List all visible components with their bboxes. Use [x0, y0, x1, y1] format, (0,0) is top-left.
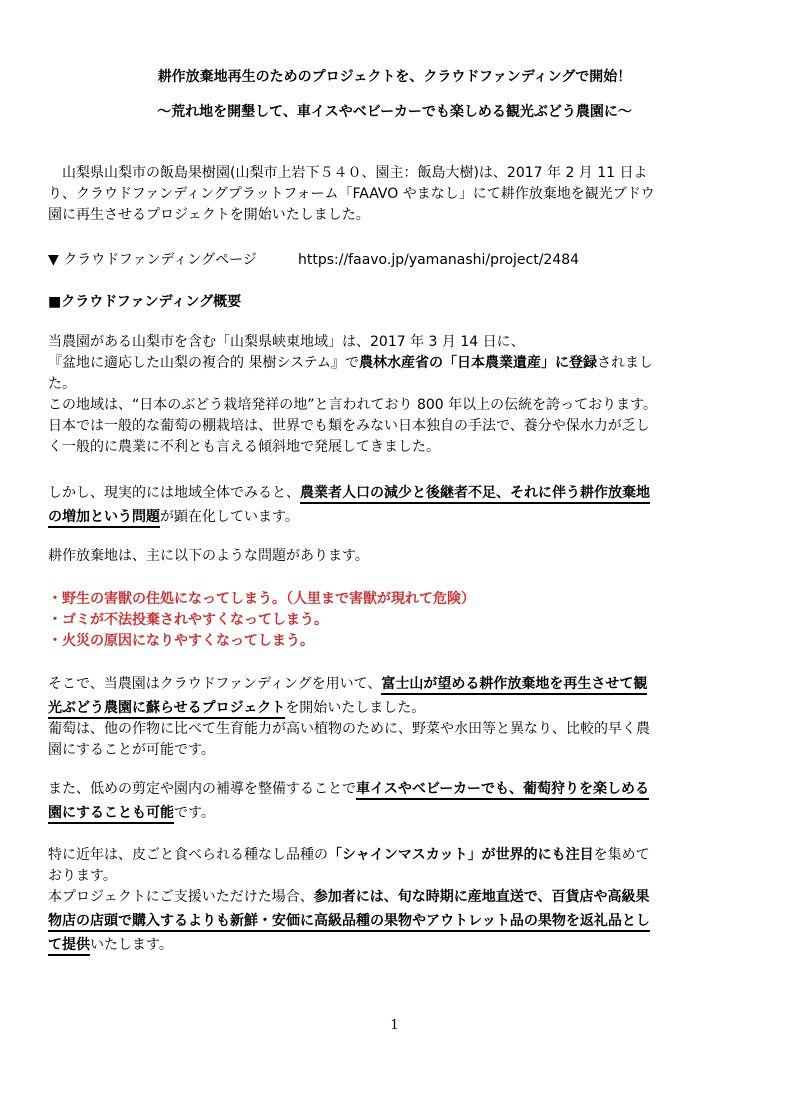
problem-line: しかし、現実的には地域全体でみると、農業者人口の減少と後継者不足、それに伴う耕作放棄地	[48, 483, 748, 504]
funding-link-row	[48, 250, 748, 271]
project-line: そこで、当農園はクラウドファンディングを用いて、富士山が望める耕作放棄地を再生させて観	[48, 674, 748, 695]
project-highlight: 富士山が望める耕作放棄地を再生させて観	[381, 676, 647, 695]
project-paragraph	[48, 674, 748, 761]
accessibility-highlight: 車イスやベビーカーでも、葡萄狩りを楽しめる	[356, 781, 649, 800]
heritage-line: た。	[48, 376, 76, 392]
intro-paragraph	[48, 163, 748, 226]
shine-line: 本プロジェクトにご支援いただけた場合、参加者には、旬な時期に産地直送で、百貨店や高級果	[48, 889, 650, 905]
shine-paragraph	[48, 845, 748, 956]
problem-highlight: 農業者人口の減少と後継者不足、それに伴う耕作放棄地	[300, 485, 650, 504]
shine-line: 特に近年は、皮ごと食べられる種なし品種の「シャインマスカット」が世界的にも注目を集めて	[48, 847, 650, 863]
shine-highlight: 「シャインマスカット」が世界的にも注目	[328, 847, 594, 863]
problem-paragraph	[48, 483, 748, 528]
issues-list	[48, 589, 748, 652]
heritage-line: 日本では一般的な葡萄の棚栽培は、世界でも類をみない日本独自の手法で、養分や保水力が乏し	[48, 418, 650, 434]
issue-item: ・ゴミが不法投棄されやすくなってしまう。	[48, 612, 328, 628]
heritage-highlight: 農林水産省の「日本農業遺産」に登録	[359, 355, 598, 371]
intro-line: り、クラウドファンディングプラットフォーム「FAAVO やまなし」にて耕作放棄地を観光ブドウ	[48, 186, 655, 202]
shine-line: おります。	[48, 868, 117, 884]
accessibility-paragraph	[48, 779, 748, 824]
heritage-line: く一般的に農業に不利とも言える傾斜地で発展してきました。	[48, 439, 440, 455]
project-highlight: 光ぶどう農園に蘇らせるプロジェクト	[48, 700, 285, 719]
accessibility-line: 園にすることも可能です。	[48, 803, 748, 824]
section-heading: ■クラウドファンディング概要	[48, 294, 242, 310]
funding-link-label: ▼ クラウドファンディングページ	[48, 252, 257, 268]
project-line: 葡萄は、他の作物に比べて生育能力が高い植物のために、野菜や水田等と異なり、比較的早く農	[48, 721, 650, 737]
issue-item: ・火災の原因になりやすくなってしまう。	[48, 633, 314, 649]
issue-item: ・野生の害獣の住処になってしまう。（人里まで害獣が現れて危険）	[48, 591, 475, 607]
project-line: 園にすることが可能です。	[48, 742, 215, 758]
problem-line: の増加という問題が顕在化しています。	[48, 507, 748, 528]
accessibility-line: また、低めの剪定や園内の補導を整備することで車イスやベビーカーでも、葡萄狩りを楽しめる	[48, 779, 748, 800]
title-line-1: 耕作放棄地再生のためのプロジェクトを、クラウドファンディングで開始！	[157, 69, 632, 85]
shine-highlight: 参加者には、旬な時期に産地直送で、百貨店や高級果	[313, 889, 650, 905]
heritage-line: 『盆地に適応した山梨の複合的 果樹システム』で農林水産省の「日本農業遺産」に登録されまし	[48, 355, 654, 371]
page-number: 1	[390, 1018, 399, 1033]
funding-link-url[interactable]: https://faavo.jp/yamanashi/project/2484	[298, 252, 580, 268]
problem-highlight: の増加という問題	[48, 509, 160, 528]
shine-highlight: て提供	[48, 937, 90, 956]
intro-line: 山梨県山梨市の飯島果樹園(山梨市上岩下５４０、園主：飯島大樹)は、2017 年 2 月 11 日よ	[62, 165, 648, 181]
heritage-paragraph	[48, 332, 748, 458]
accessibility-highlight: 園にすることも可能	[48, 805, 174, 824]
issues-intro: 耕作放棄地は、主に以下のような問題があります。	[48, 548, 369, 564]
shine-line: て提供いたします。	[48, 935, 748, 956]
heritage-line: この地域は、“日本のぶどう栽培発祥の地”と言われており 800 年以上の伝統を誇っております。	[48, 397, 658, 413]
title-line-2: ～荒れ地を開墾して、車イスやベビーカーでも楽しめる観光ぶどう農園に～	[157, 104, 632, 120]
heritage-line: 当農園がある山梨市を含む「山梨県峡東地域」は、2017 年 3 月 14 日に、	[48, 334, 525, 350]
project-line: 光ぶどう農園に蘇らせるプロジェクトを開始いたしました。	[48, 698, 748, 719]
shine-line: 物店の店頭で購入するよりも新鮮・安価に高級品種の果物やアウトレット品の果物を返礼品とし	[48, 911, 748, 932]
intro-line: 園に再生させるプロジェクトを開始いたしました。	[48, 207, 370, 223]
